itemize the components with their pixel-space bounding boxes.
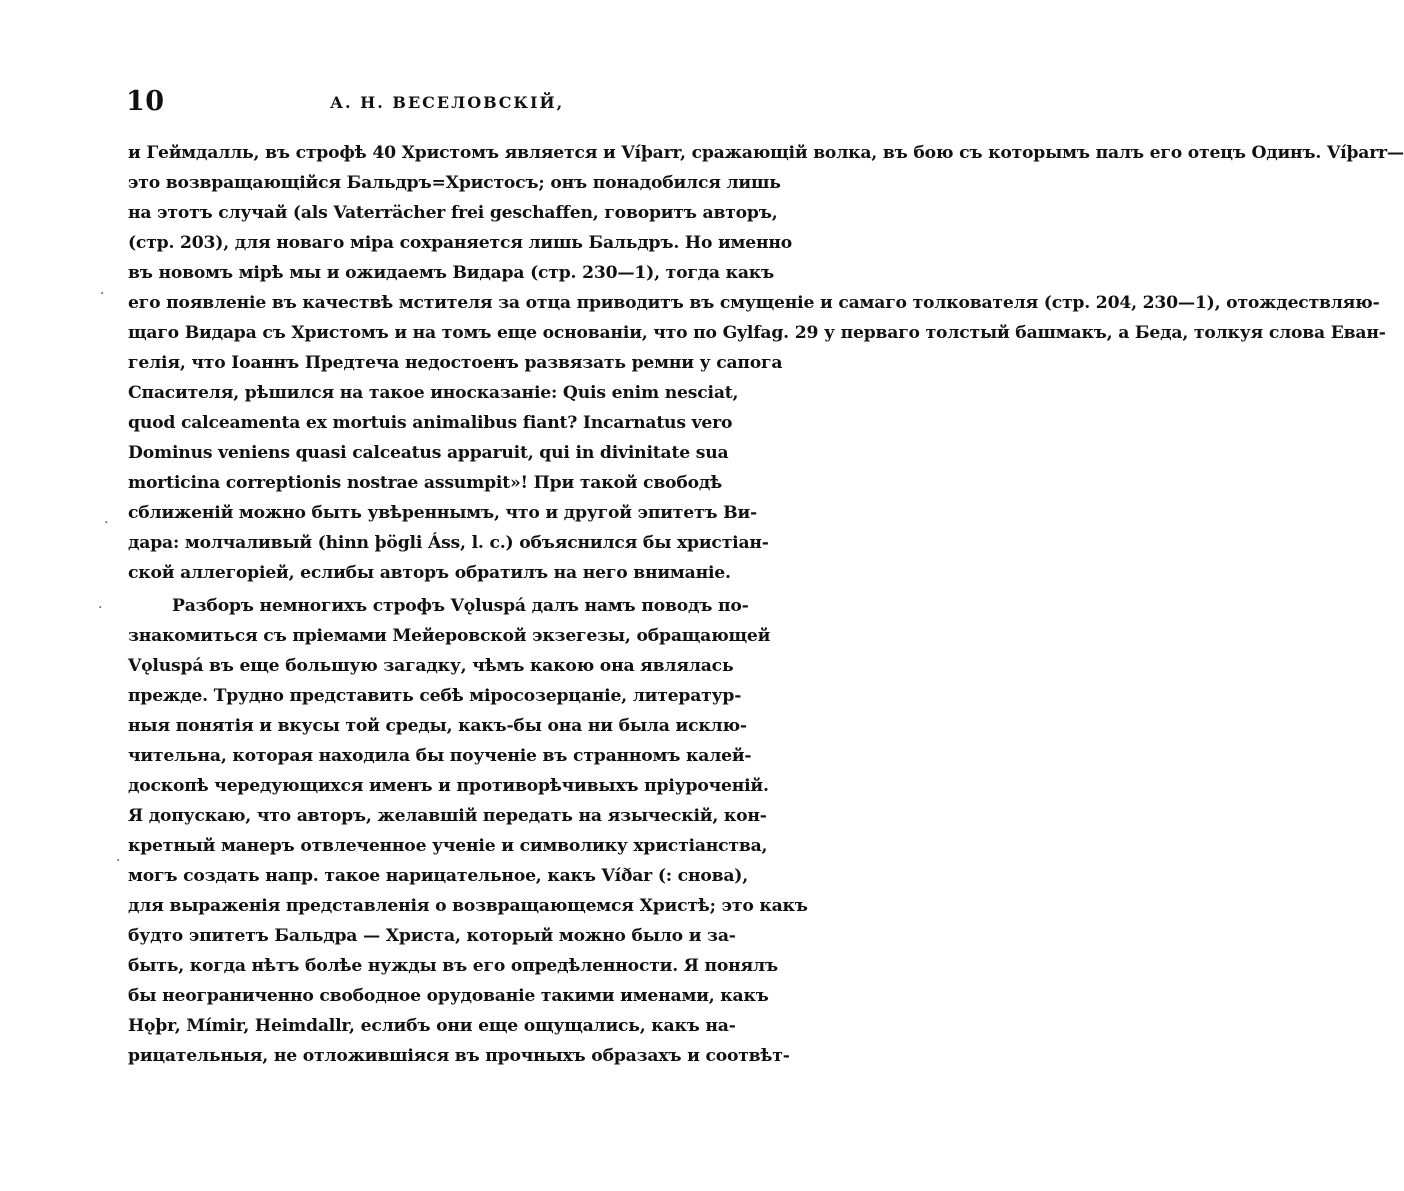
text-line: быть, когда нѣтъ болѣе нужды въ его опредѣленности. Я понялъ — [128, 956, 778, 976]
text-line: на этотъ случай (als Vaterrächer frei geschaffen, говоритъ авторъ, — [128, 203, 778, 223]
text-line: рицательныя, не отложившіяся въ прочныхъ образахъ и соотвѣт- — [128, 1046, 790, 1066]
page-number: 10 — [126, 86, 165, 117]
text-line: сближеній можно быть увѣреннымъ, что и другой эпитетъ Ви- — [128, 503, 757, 523]
text-line: его появленіе въ качествѣ мстителя за отца приводитъ въ смущеніе и самаго толкователя (стр. 204, 230—1), отождествляю- — [128, 293, 1380, 313]
body-text — [128, 138, 1404, 1071]
text-line: это возвращающійся Бальдръ=Христосъ; онъ понадобился лишь — [128, 173, 781, 193]
text-line: ныя понятія и вкусы той среды, какъ-бы она ни была исклю- — [128, 716, 747, 736]
text-line: могъ создать напр. такое нарицательное, какъ Víðar (: снова), — [128, 866, 748, 886]
text-line: (стр. 203), для новаго міра сохраняется лишь Бальдръ. Но именно — [128, 233, 793, 253]
text-line: Спасителя, рѣшился на такое иносказаніе: Quis enim nesciat, — [128, 383, 739, 403]
text-line: для выраженія представленія о возвращающемся Христѣ; это какъ — [128, 896, 808, 916]
text-line: Vǫluspá въ еще большую загадку, чѣмъ какою она являлась — [128, 656, 734, 676]
text-line: morticina correptionis nostrae assumpit»! При такой свободѣ — [128, 473, 722, 493]
text-line: и Геймдалль, въ строфѣ 40 Христомъ является и Víþarr, сражающій волка, въ бою съ которымъ палъ его отецъ Одинъ. Víþarr— — [128, 143, 1404, 163]
text-line: щаго Видара съ Христомъ и на томъ еще основаніи, что по Gylfag. 29 у перваго толстый башмакъ, а Беда, толкуя слова Еван- — [128, 323, 1386, 343]
paragraph — [128, 591, 808, 1071]
text-line: гелія, что Іоаннъ Предтеча недостоенъ развязать ремни у сапога — [128, 353, 783, 373]
paragraph — [128, 138, 1404, 588]
text-line: Разборъ немногихъ строфъ Vǫluspá далъ намъ поводъ по- — [172, 596, 749, 616]
text-line: Я допускаю, что авторъ, желавшій передать на языческій, кон- — [128, 806, 767, 826]
text-line: кретный манеръ отвлеченное ученіе и символику христіанства, — [128, 836, 768, 856]
margin-dot: · — [100, 286, 105, 302]
running-head: А. Н. ВЕСЕЛОВСКІЙ, — [330, 93, 565, 112]
text-line: Hǫþr, Mímir, Heimdallr, еслибъ они еще ощущались, какъ на- — [128, 1016, 736, 1036]
text-line: прежде. Трудно представить себѣ міросозерцаніе, литератур- — [128, 686, 742, 706]
text-line: quod calceamenta ex mortuis animalibus fiant? Incarnatus vero — [128, 413, 733, 433]
margin-dot: · — [104, 515, 109, 531]
text-line: чительна, которая находила бы поученіе въ странномъ калей- — [128, 746, 752, 766]
text-line: доскопѣ чередующихся именъ и противорѣчивыхъ пріуроченій. — [128, 776, 769, 796]
margin-dot: · — [116, 853, 121, 869]
text-line: знакомиться съ пріемами Мейеровской экзегезы, обращающей — [128, 626, 771, 646]
text-line: дара: молчаливый (hinn þögli Áss, l. c.) объяснился бы христіан- — [128, 533, 769, 553]
text-line: въ новомъ мірѣ мы и ожидаемъ Видара (стр. 230—1), тогда какъ — [128, 263, 775, 283]
text-line: бы неограниченно свободное орудованіе такими именами, какъ — [128, 986, 769, 1006]
text-line: ской аллегоріей, еслибы авторъ обратилъ на него вниманіе. — [128, 563, 731, 583]
text-line: Dominus veniens quasi calceatus apparuit, qui in divinitate sua — [128, 443, 729, 463]
margin-dot: · — [98, 600, 103, 616]
text-line: будто эпитетъ Бальдра — Христа, который можно было и за- — [128, 926, 736, 946]
